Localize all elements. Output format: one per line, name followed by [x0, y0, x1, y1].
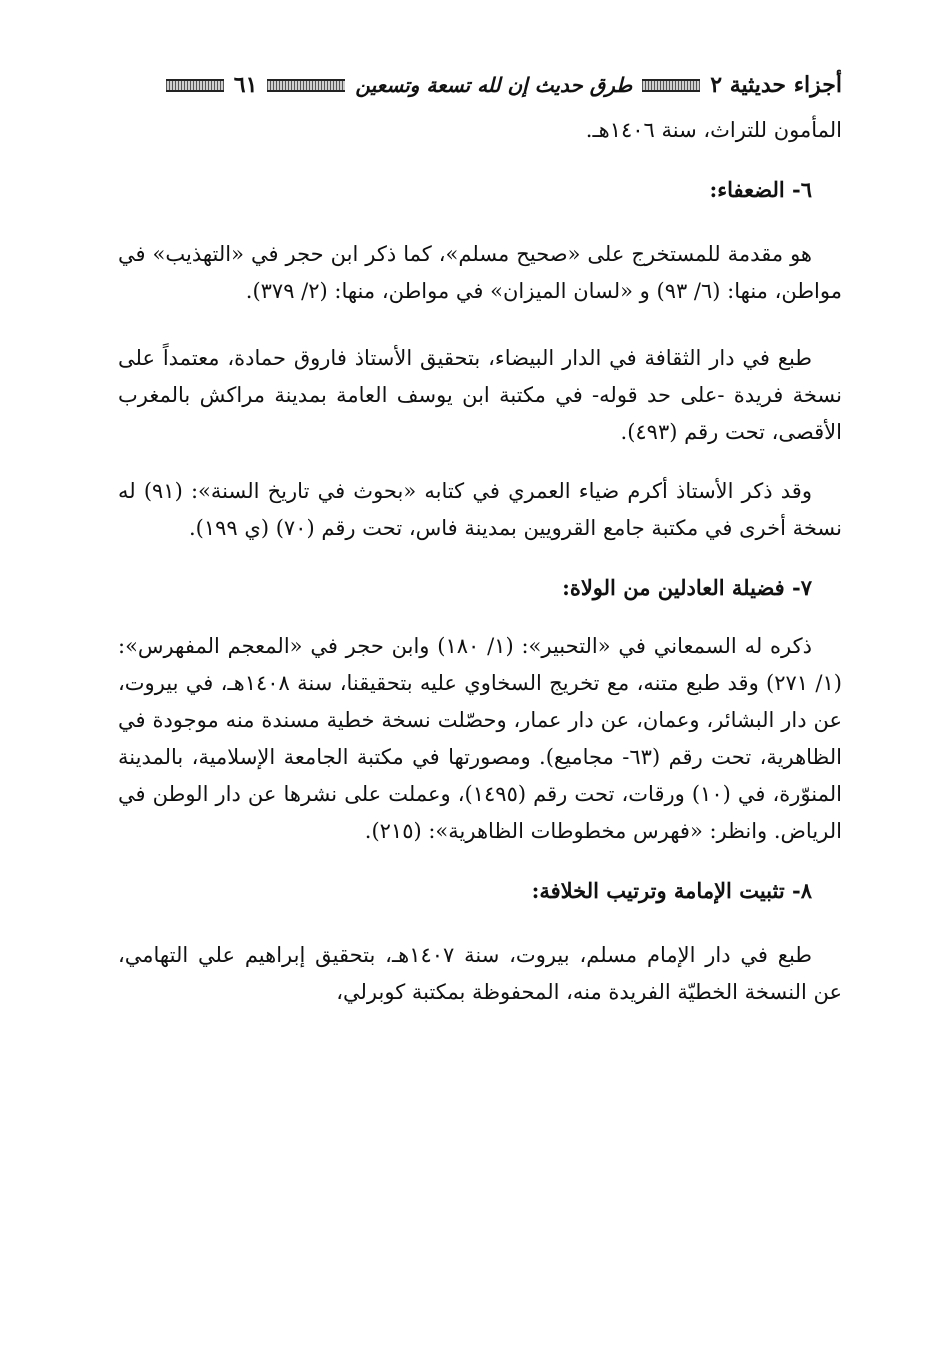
paragraph: طبع في دار الإمام مسلم، بيروت، سنة ١٤٠٧هـ، بتحقيق إبراهيم علي التهامي، عن النسخة الخطيّة الفريدة منه، المحفوظة بمكتبة كوبرلي،	[118, 943, 842, 1004]
ornament-bar	[166, 79, 224, 92]
page-number: ٦١	[233, 72, 258, 98]
paragraph: طبع في دار الثقافة في الدار البيضاء، بتحقيق الأستاذ فاروق حمادة، معتمداً على نسخة فريدة -على حد قوله- في مكتبة ابن يوسف العامة بمدينة مراكش بالمغرب الأقصى، تحت رقم (٤٩٣).	[118, 346, 842, 444]
continuation-line: المأمون للتراث، سنة ١٤٠٦هـ.	[585, 118, 842, 142]
ornament-bar	[267, 79, 345, 92]
book-title: طرق حديث إن لله تسعة وتسعين	[355, 73, 633, 97]
section-heading: ٧- فضيلة العادلين من الولاة:	[562, 575, 812, 600]
paragraph: هو مقدمة للمستخرج على «صحيح مسلم»، كما ذكر ابن حجر في «التهذيب» في مواطن، منها: (٦/ ٩٣) و «لسان الميزان» في مواطن، منها: (٢/ ٣٧٩).	[118, 242, 842, 303]
book-page	[118, 62, 842, 1011]
paragraph: وقد ذكر الأستاذ أكرم ضياء العمري في كتابه «بحوث في تاريخ السنة»: (٩١) له نسخة أخرى في مكتبة جامع القرويين بمدينة فاس، تحت رقم (٧٠) (ي ١٩٩).	[118, 479, 842, 540]
paragraph: ذكره له السمعاني في «التحبير»: (١/ ١٨٠) وابن حجر في «المعجم المفهرس»: (١/ ٢٧١) وقد طبع متنه، مع تخريج السخاوي عليه بتحقيقنا، سنة ١٤٠٨هـ، في بيروت، عن دار البشائر، وعمان، عن دار عمار، وحصّلت نسخة خطية مسندة منه موجودة في الظاهرية، تحت رقم (٦٣- مجاميع). ومصورتها في مكتبة الجامعة الإسلامية، بالمدينة المنوّرة، في (١٠) ورقات، تحت رقم (١٤٩٥)، وعملت على نشرها عن دار الوطن في الرياض. وانظر: «فهرس مخطوطات الظاهرية»: (٢١٥).	[118, 634, 843, 843]
ornament-bar	[642, 79, 700, 92]
section-heading: ٦- الضعفاء:	[709, 177, 812, 202]
series-title: أجزاء حديثية ٢	[710, 72, 842, 98]
running-header	[118, 62, 842, 108]
section-heading: ٨- تثبيت الإمامة وترتيب الخلافة:	[531, 878, 812, 903]
